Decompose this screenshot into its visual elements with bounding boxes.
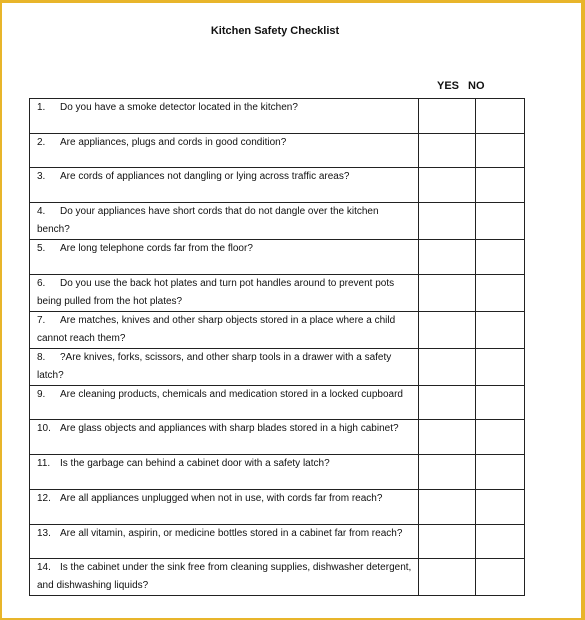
checklist-row	[30, 311, 525, 348]
question-text: Are cleaning products, chemicals and medication stored in a locked cupboard	[60, 388, 403, 400]
yes-answer-cell[interactable]	[419, 274, 476, 311]
question-cell	[30, 420, 419, 455]
no-answer-cell[interactable]	[476, 203, 525, 240]
no-column-header: NO	[468, 80, 485, 92]
question-cell	[30, 274, 419, 311]
checklist-row	[30, 559, 525, 596]
no-answer-cell[interactable]	[476, 240, 525, 275]
yes-answer-cell[interactable]	[419, 99, 476, 134]
yes-answer-cell[interactable]	[419, 348, 476, 385]
question-text: Is the cabinet under the sink free from cleaning supplies, dishwasher detergent, and dishwashing liquids?	[37, 562, 412, 592]
question-number: 6.	[37, 277, 46, 289]
question-cell	[30, 348, 419, 385]
question-text: Are long telephone cords far from the floor?	[60, 243, 253, 255]
question-text: Are cords of appliances not dangling or lying across traffic areas?	[60, 171, 350, 183]
question-cell	[30, 311, 419, 348]
checklist-row	[30, 203, 525, 240]
question-cell	[30, 240, 419, 275]
checklist-row	[30, 455, 525, 490]
checklist-row	[30, 99, 525, 134]
no-answer-cell[interactable]	[476, 311, 525, 348]
no-answer-cell[interactable]	[476, 489, 525, 524]
yes-column-header: YES	[437, 80, 460, 92]
question-text: Are matches, knives and other sharp objects stored in a place where a child cannot reach them?	[37, 314, 396, 344]
checklist-row	[30, 168, 525, 203]
no-answer-cell[interactable]	[476, 133, 525, 168]
yes-answer-cell[interactable]	[419, 168, 476, 203]
question-text: Do your appliances have short cords that do not dangle over the kitchen bench?	[37, 206, 379, 236]
question-number: 13.	[37, 527, 51, 539]
no-answer-cell[interactable]	[476, 524, 525, 559]
yes-answer-cell[interactable]	[419, 420, 476, 455]
question-cell	[30, 524, 419, 559]
question-number: 7.	[37, 314, 46, 326]
question-cell	[30, 133, 419, 168]
no-answer-cell[interactable]	[476, 455, 525, 490]
question-text: Do you use the back hot plates and turn pot handles around to prevent pots being pulled from the hot plates?	[37, 277, 395, 307]
yes-answer-cell[interactable]	[419, 385, 476, 420]
page-title: Kitchen Safety Checklist	[210, 25, 340, 37]
yes-answer-cell[interactable]	[419, 455, 476, 490]
question-number: 9.	[37, 388, 46, 400]
checklist-row	[30, 240, 525, 275]
yes-answer-cell[interactable]	[419, 203, 476, 240]
no-answer-cell[interactable]	[476, 420, 525, 455]
checklist-row	[30, 524, 525, 559]
question-text: Are all appliances unplugged when not in use, with cords far from reach?	[60, 492, 383, 504]
question-cell	[30, 168, 419, 203]
checklist-row	[30, 385, 525, 420]
question-text: Is the garbage can behind a cabinet door with a safety latch?	[60, 458, 330, 470]
question-number: 5.	[37, 243, 46, 255]
checklist-row	[30, 420, 525, 455]
question-number: 8.	[37, 351, 46, 363]
question-cell	[30, 99, 419, 134]
no-answer-cell[interactable]	[476, 559, 525, 596]
yes-answer-cell[interactable]	[419, 559, 476, 596]
question-text: ?Are knives, forks, scissors, and other sharp tools in a drawer with a safety latch?	[37, 351, 392, 381]
question-number: 2.	[37, 136, 46, 148]
no-answer-cell[interactable]	[476, 348, 525, 385]
yes-answer-cell[interactable]	[419, 311, 476, 348]
checklist-row	[30, 348, 525, 385]
yes-answer-cell[interactable]	[419, 524, 476, 559]
question-cell	[30, 559, 419, 596]
question-number: 1.	[37, 102, 46, 113]
question-text: Are glass objects and appliances with sharp blades stored in a high cabinet?	[60, 423, 399, 435]
checklist-table	[29, 98, 525, 596]
no-answer-cell[interactable]	[476, 274, 525, 311]
question-text: Do you have a smoke detector located in the kitchen?	[60, 102, 298, 113]
question-number: 4.	[37, 206, 46, 218]
question-cell	[30, 489, 419, 524]
no-answer-cell[interactable]	[476, 385, 525, 420]
question-number: 3.	[37, 171, 46, 183]
question-cell	[30, 203, 419, 240]
no-answer-cell[interactable]	[476, 168, 525, 203]
checklist-row	[30, 274, 525, 311]
question-text: Are appliances, plugs and cords in good condition?	[60, 136, 287, 148]
question-number: 12.	[37, 492, 51, 504]
question-number: 11.	[37, 458, 51, 470]
checklist-row	[30, 489, 525, 524]
question-number: 14.	[37, 562, 51, 574]
no-answer-cell[interactable]	[476, 99, 525, 134]
question-text: Are all vitamin, aspirin, or medicine bottles stored in a cabinet far from reach?	[60, 527, 403, 539]
question-number: 10.	[37, 423, 51, 435]
yes-answer-cell[interactable]	[419, 240, 476, 275]
yes-answer-cell[interactable]	[419, 133, 476, 168]
checklist-row	[30, 133, 525, 168]
yes-answer-cell[interactable]	[419, 489, 476, 524]
question-cell	[30, 455, 419, 490]
question-cell	[30, 385, 419, 420]
